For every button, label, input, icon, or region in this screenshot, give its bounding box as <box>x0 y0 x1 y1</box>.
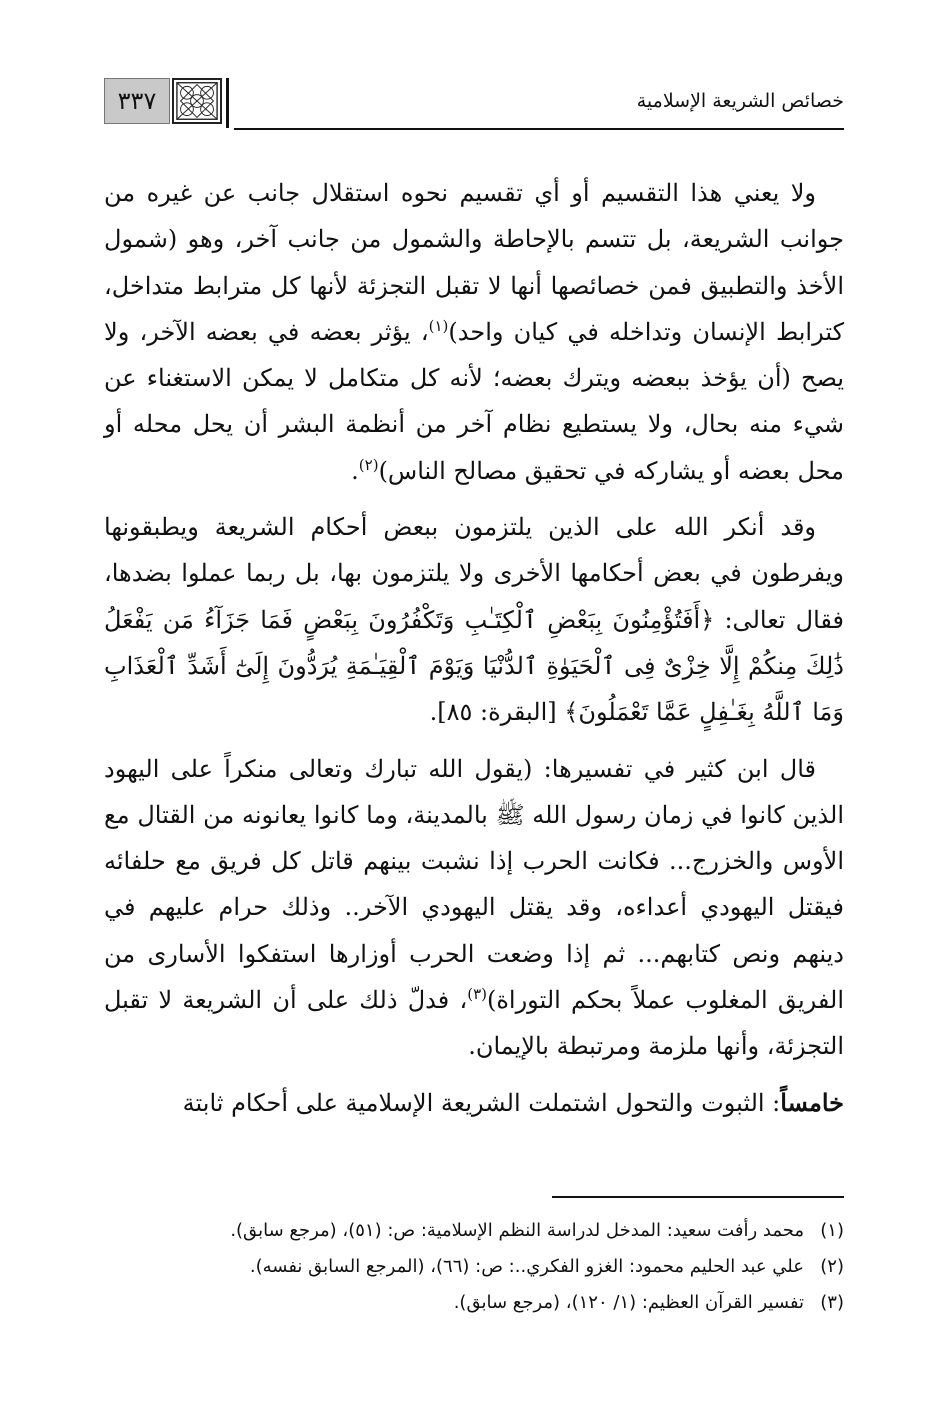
footnote-text: محمد رأفت سعيد: المدخل لدراسة النظم الإسلامية: ص: (٥١)، (مرجع سابق). <box>230 1220 804 1241</box>
footnote-number: (١) <box>820 1220 844 1241</box>
footnotes <box>104 1213 844 1321</box>
footnote-text: علي عبد الحليم محمود: الغزو الفكري..: ص: (٦٦)، (المرجع السابق نفسه). <box>249 1256 804 1277</box>
paragraph-text: ، يؤثر بعضه في بعضه الآخر، ولا يصح (أن يؤخذ ببعضه ويترك بعضه؛ لأنه كل متكامل لا يمكن الاستغناء عن شيء منه بحال، ولا يستطيع نظام آخر من أنظمة البشر أن يحل محله أو محل بعضه أو يشاركه في تحقيق مصالح الناس) <box>104 317 845 485</box>
paragraph-text: . <box>351 456 359 485</box>
header-rule <box>234 128 844 130</box>
footnote-2 <box>104 1249 844 1285</box>
paragraph-text: قال ابن كثير في تفسيرها: (يقول الله تبارك وتعالى منكراً على اليهود الذين كانوا في زمان رسول الله ﷺ بالمدينة، وما كانوا يعانونه من القتال مع الأوس والخزرج... فكانت الحرب إذا نشبت بينهم قاتل كل فريق مع حلفائه فيقتل اليهودي أعداءه، وقد يقتل اليهودي الآخر.. وذلك حرام عليهم في دينهم ونص كتابهم... ثم إذا وضعت الحرب أوزارها استفكوا الأسارى من الفريق المغلوب عملاً بحكم التوراة) <box>104 754 844 1015</box>
paragraph-text: ، فدلّ ذلك على أن الشريعة لا تقبل التجزئة، وأنها ملزمة ومرتبطة بالإيمان. <box>104 986 844 1061</box>
paragraph-text: ولا يعني هذا التقسيم أو أي تقسيم نحوه استقلال جانب عن غيره من جوانب الشريعة، بل تتسم بالإحاطة والشمول من جانب آخر، وهو (شمول الأخذ والتطبيق فمن خصائصها أنها لا تقبل التجزئة لأنها كل مترابط متداخل، كترابط الإنسان وتداخله في كيان واحد) <box>104 179 845 346</box>
paragraph-text: وقد أنكر الله على الذين يلتزمون ببعض أحكام الشريعة ويطبقونها ويفرطون في بعض أحكامها الأخرى ولا يلتزمون بها، بل ربما عملوا بضدها، فقال تعالى: <box>104 513 844 634</box>
quran-verse: ﴿أَفَتُؤْمِنُونَ بِبَعْضِ ٱلْكِتَـٰبِ وَتَكْفُرُونَ بِبَعْضٍ فَمَا جَزَآءُ مَن يَفْعَلُ ذَٰلِكَ مِنكُمْ إِلَّا خِزْىٌ فِى ٱلْحَيَوٰةِ ٱلدُّنْيَا وَيَوْمَ ٱلْقِيَـٰمَةِ يُرَدُّونَ إِلَىٰٓ أَشَدِّ ٱلْعَذَابِ وَمَا ٱللَّهُ بِغَـٰفِلٍ عَمَّا تَعْمَلُونَ﴾ <box>104 605 844 727</box>
paragraph-3 <box>104 746 844 1070</box>
ornament-icon <box>172 78 222 124</box>
footnote-1 <box>104 1213 844 1249</box>
main-text <box>104 170 844 1126</box>
page-header <box>104 76 844 134</box>
paragraph-2 <box>104 504 844 735</box>
paragraph-4 <box>104 1080 844 1126</box>
footnote-ref-3: (٣) <box>467 985 487 1004</box>
paragraph-1 <box>104 170 844 494</box>
footnote-separator <box>552 1196 844 1198</box>
section-lead: خامساً <box>780 1087 844 1117</box>
running-title: خصائص الشريعة الإسلامية <box>636 90 844 112</box>
footnote-number: (٢) <box>820 1256 844 1277</box>
footnote-ref-2: (٢) <box>358 455 379 474</box>
footnote-3 <box>104 1285 844 1321</box>
footnote-ref-1: (١) <box>428 316 449 335</box>
paragraph-text: : الثبوت والتحول اشتملت الشريعة الإسلامية على أحكام ثابتة <box>182 1088 781 1117</box>
header-divider <box>226 78 229 128</box>
footnote-text: تفسير القرآن العظيم: (١/ ١٢٠)، (مرجع سابق). <box>453 1292 804 1313</box>
footnote-number: (٣) <box>820 1292 844 1313</box>
page-number: ٣٣٧ <box>104 78 170 124</box>
verse-reference: [البقرة: ٨٥]. <box>429 698 565 727</box>
